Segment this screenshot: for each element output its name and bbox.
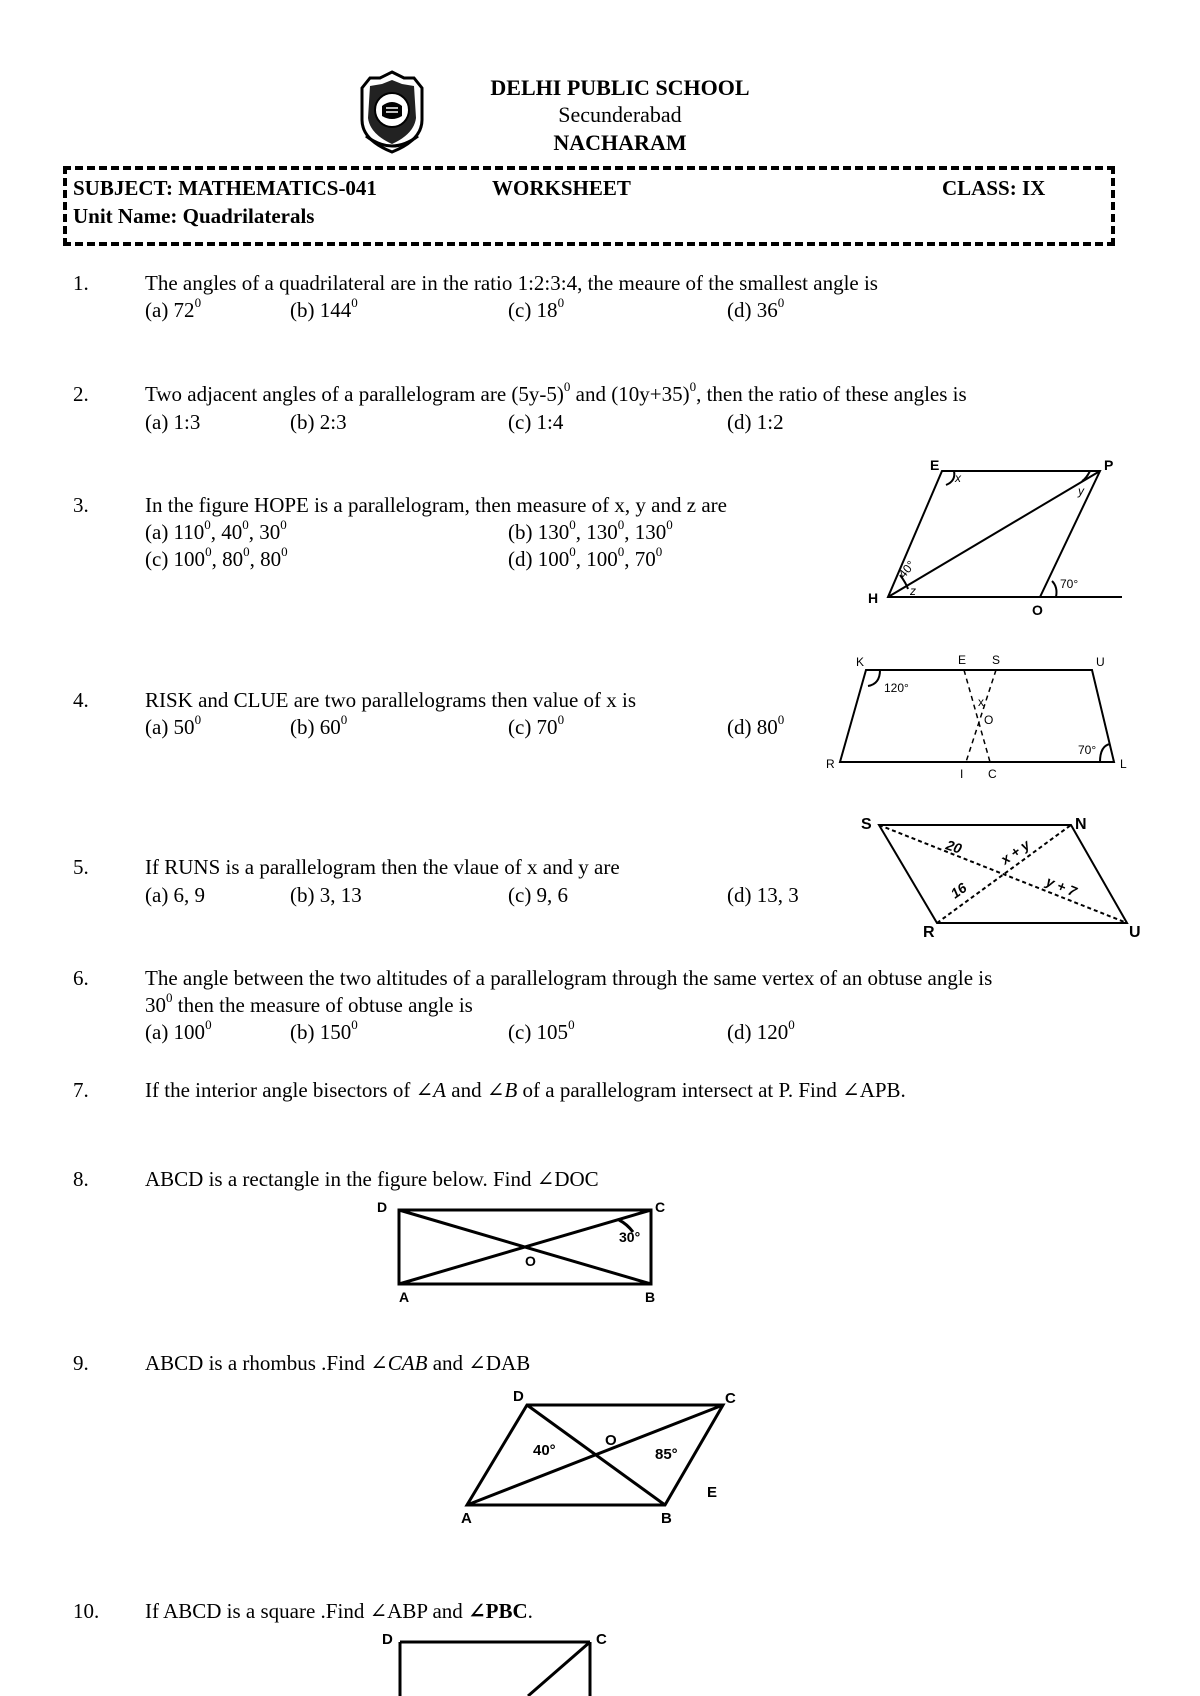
- figure-label: E: [930, 457, 940, 473]
- option-b: (b) $130^0$, $130^0$, $130^0$: [508, 517, 673, 544]
- figure-label: z: [910, 584, 916, 598]
- option-b: (b) $144^0$: [290, 295, 358, 322]
- figure-label: 120°: [884, 681, 909, 695]
- option-c: (c) 9, 6: [508, 883, 569, 907]
- question-number: 4.: [73, 688, 89, 712]
- unit-name: Unit Name: Quadrilaterals: [73, 204, 315, 228]
- question-number: 7.: [73, 1078, 89, 1102]
- school-name: DELHI PUBLIC SCHOOL: [490, 75, 750, 100]
- question-text: The angle between the two altitudes of a parallelogram through the same vertex of an obtuse angle is: [145, 966, 993, 990]
- option-a: (a) $50^0$: [145, 712, 202, 739]
- figure-label: 16: [947, 879, 970, 902]
- question-number: 10.: [73, 1599, 100, 1623]
- figure-label: D: [377, 1199, 388, 1215]
- figure-label: P: [1104, 457, 1114, 473]
- option-b: (b) $150^0$: [290, 1017, 358, 1044]
- option-d: (d) $100^0$, $100^0$, $70^0$: [508, 544, 663, 571]
- figure-label: x: [978, 695, 984, 709]
- option-a: (a) $110^0$, $40^0$, $30^0$: [145, 517, 287, 544]
- question-number: 8.: [73, 1167, 89, 1191]
- option-b: (b) 2:3: [290, 410, 347, 434]
- figure-hope-parallelogram: [860, 455, 1125, 615]
- figure-label: O: [525, 1253, 536, 1269]
- question-text: If RUNS is a parallelogram then the vlaue of x and y are: [145, 855, 620, 879]
- figure-label: U: [1129, 924, 1141, 940]
- figure-label: B: [661, 1510, 672, 1527]
- option-d: (d) $80^0$: [727, 712, 785, 739]
- option-d: (d) $36^0$: [727, 295, 785, 322]
- figure-label: C: [655, 1199, 666, 1215]
- option-c: (c) $100^0$, $80^0$, $80^0$: [145, 544, 288, 571]
- figure-risk-clue: [820, 650, 1140, 782]
- option-d: (d) 13, 3: [727, 883, 799, 907]
- question-number: 3.: [73, 493, 89, 517]
- question-text: ABCD is a rhombus .Find ∠CAB and ∠DAB: [145, 1351, 531, 1375]
- figure-label: K: [856, 655, 865, 669]
- option-c: (c) $70^0$: [508, 712, 565, 739]
- figure-label: O: [984, 713, 994, 727]
- option-b: (b) $60^0$: [290, 712, 348, 739]
- figure-label: D: [382, 1631, 393, 1648]
- figure-label: O: [605, 1432, 617, 1449]
- question-number: 1.: [73, 271, 89, 295]
- option-a: (a) $72^0$: [145, 295, 202, 322]
- figure-runs-parallelogram: [855, 815, 1145, 940]
- figure-label: C: [596, 1631, 607, 1648]
- option-c: (c) 1:4: [508, 410, 564, 434]
- figure-label: x + y: [997, 836, 1033, 868]
- school-city: Secunderabad: [558, 102, 682, 127]
- option-d: (d) 1:2: [727, 410, 784, 434]
- question-number: 2.: [73, 382, 89, 406]
- option-a: (a) 6, 9: [145, 883, 206, 907]
- option-a: (a) 1:3: [145, 410, 201, 434]
- figure-label: B: [645, 1289, 656, 1305]
- class-label: CLASS: IX: [942, 176, 1046, 200]
- school-logo: [356, 70, 428, 154]
- figure-label: O: [1032, 602, 1043, 615]
- worksheet-label: WORKSHEET: [492, 176, 631, 200]
- figure-label: A: [399, 1289, 410, 1305]
- question-number: 9.: [73, 1351, 89, 1375]
- figure-label: 40°: [533, 1442, 556, 1459]
- figure-label: N: [1075, 816, 1087, 833]
- figure-label: S: [861, 816, 872, 833]
- question-number: 6.: [73, 966, 89, 990]
- figure-rhombus-abcd: [455, 1385, 765, 1527]
- figure-label: y: [1078, 484, 1084, 498]
- figure-label: 30°: [619, 1229, 641, 1245]
- figure-label: C: [988, 767, 997, 781]
- figure-label: D: [513, 1388, 524, 1405]
- question-text: If ABCD is a square .Find ∠ABP and ∠PBC.: [145, 1599, 533, 1623]
- figure-label: 40°: [895, 558, 918, 581]
- figure-label: H: [868, 590, 879, 606]
- option-c: (c) $18^0$: [508, 295, 565, 322]
- figure-label: U: [1096, 655, 1105, 669]
- subject-label: SUBJECT: MATHEMATICS-041: [73, 176, 377, 200]
- question-text: RISK and CLUE are two parallelograms then value of x is: [145, 688, 637, 712]
- figure-label: 70°: [1060, 577, 1079, 591]
- question-text-continued: $30^0$ then the measure of obtuse angle is: [145, 990, 473, 1017]
- figure-label: 70°: [1078, 743, 1097, 757]
- figure-label: A: [461, 1510, 472, 1527]
- option-a: (a) $100^0$: [145, 1017, 212, 1044]
- figure-label: 20: [944, 836, 964, 857]
- figure-square-abcd: [378, 1628, 618, 1696]
- figure-label: 85°: [655, 1446, 678, 1463]
- figure-label: I: [960, 767, 964, 781]
- question-text: ABCD is a rectangle in the figure below. Find ∠DOC: [145, 1167, 599, 1191]
- figure-rectangle-abcd: [375, 1198, 685, 1306]
- figure-label: E: [707, 1484, 718, 1501]
- figure-label: L: [1120, 757, 1127, 771]
- figure-label: E: [958, 653, 967, 667]
- figure-label: x: [955, 471, 961, 485]
- school-branch: NACHARAM: [553, 130, 687, 155]
- option-c: (c) $105^0$: [508, 1017, 575, 1044]
- figure-label: C: [725, 1390, 736, 1407]
- option-d: (d) $120^0$: [727, 1017, 795, 1044]
- figure-label: R: [826, 757, 835, 771]
- figure-label: S: [992, 653, 1001, 667]
- question-text: In the figure HOPE is a parallelogram, then measure of x, y and z are: [145, 493, 727, 517]
- option-b: (b) 3, 13: [290, 883, 362, 907]
- question-number: 5.: [73, 855, 89, 879]
- figure-label: R: [923, 924, 935, 940]
- figure-label: y + 7: [1043, 872, 1080, 900]
- question-text: If the interior angle bisectors of ∠A and ∠B of a parallelogram intersect at P. Find ∠APB.: [145, 1078, 906, 1102]
- question-text: Two adjacent angles of a parallelogram are $(5y-5)^0$ and $(10y+35)^0$, then the ratio of these angles is: [145, 379, 967, 406]
- question-text: The angles of a quadrilateral are in the ratio 1:2:3:4, the meaure of the smallest angle is: [145, 271, 878, 295]
